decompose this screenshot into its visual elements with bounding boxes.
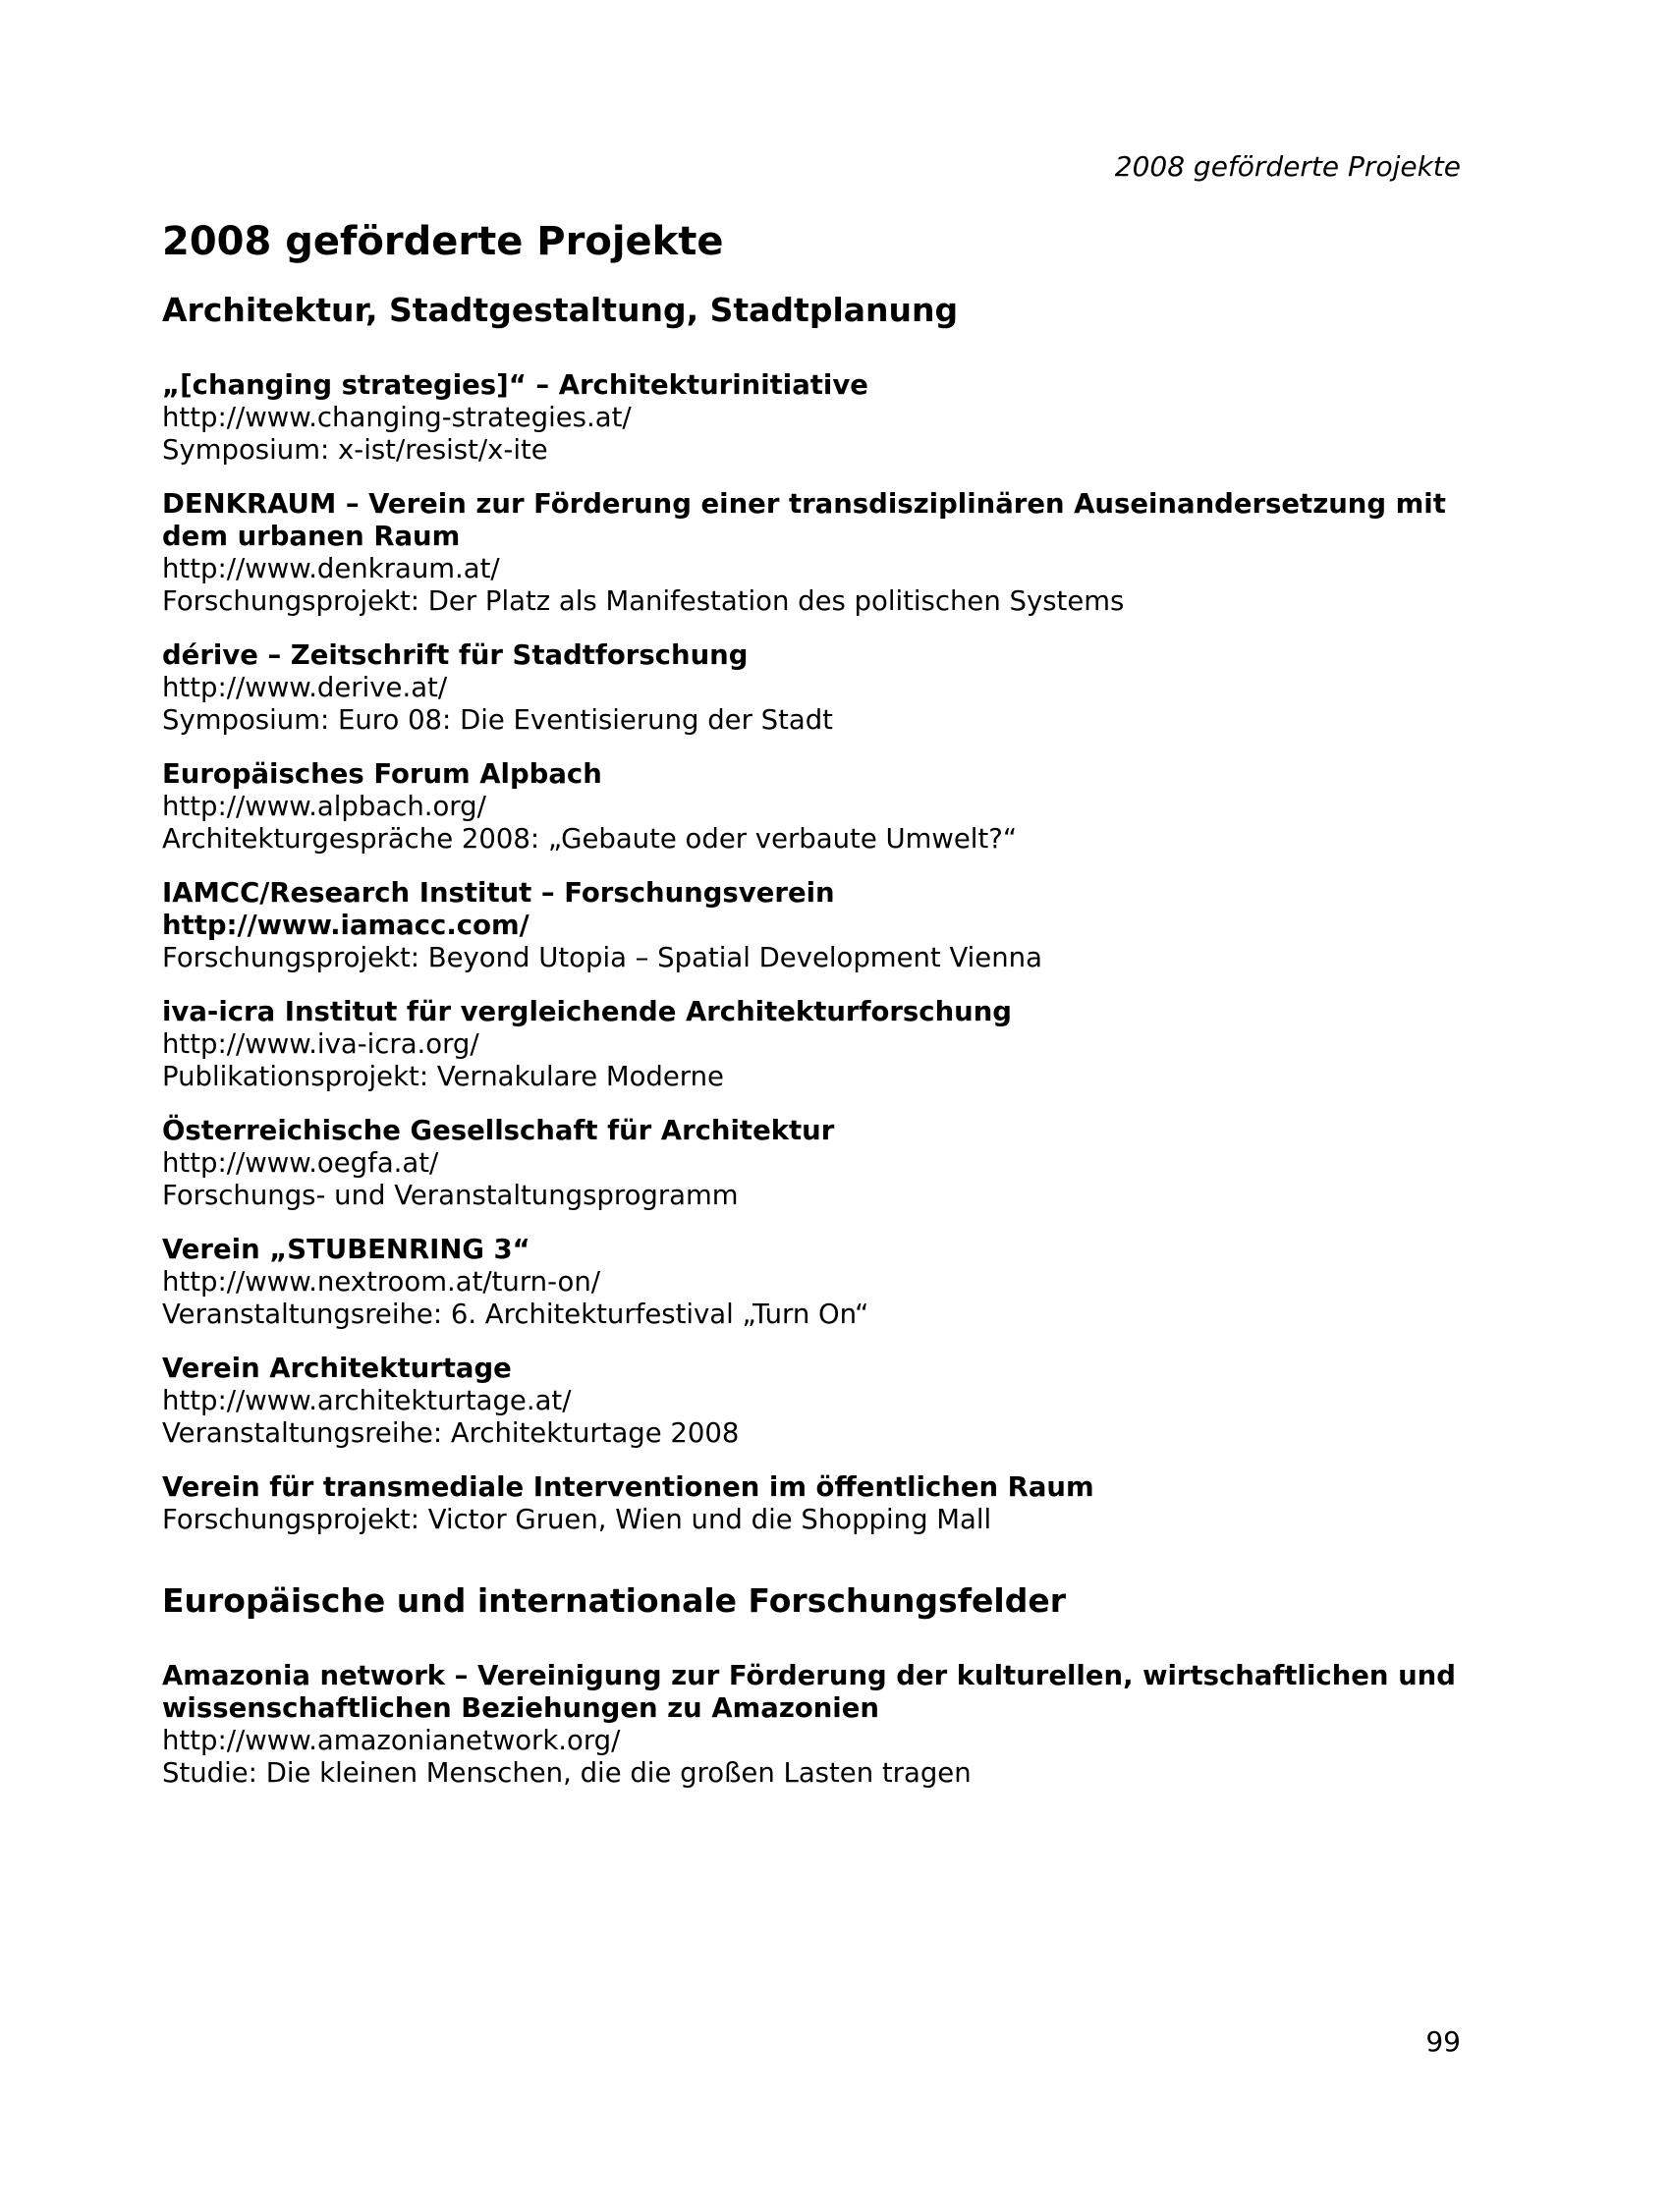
list-item xyxy=(162,639,1478,737)
entry-name: IAMCC/Research Institut – Forschungsverein xyxy=(162,877,835,909)
page-content xyxy=(162,216,1478,1811)
entry-project: Publikationsprojekt: Vernakulare Moderne xyxy=(162,1061,724,1092)
entry-list-international xyxy=(162,1660,1478,1790)
list-item xyxy=(162,996,1478,1093)
entry-url[interactable]: http://www.iamacc.com/ xyxy=(162,910,529,941)
entry-project: Veranstaltungsreihe: Architekturtage 2008 xyxy=(162,1417,740,1449)
page-number: 99 xyxy=(1425,2025,1461,2058)
entry-url[interactable]: http://www.nextroom.at/turn-on/ xyxy=(162,1266,601,1298)
list-item xyxy=(162,1471,1478,1536)
list-item xyxy=(162,877,1478,974)
entry-url[interactable]: http://www.oegfa.at/ xyxy=(162,1147,439,1179)
list-item xyxy=(162,758,1478,856)
entry-project: Forschungsprojekt: Der Platz als Manifestation des politischen Systems xyxy=(162,585,1125,617)
entry-project: Forschungsprojekt: Victor Gruen, Wien und die Shopping Mall xyxy=(162,1504,992,1535)
entry-url[interactable]: http://www.denkraum.at/ xyxy=(162,553,500,584)
entry-name: Österreichische Gesellschaft für Architektur xyxy=(162,1115,835,1146)
entry-project: Symposium: Euro 08: Die Eventisierung der Stadt xyxy=(162,704,833,736)
entry-project: Forschungsprojekt: Beyond Utopia – Spatial Development Vienna xyxy=(162,942,1042,973)
entry-name: Europäisches Forum Alpbach xyxy=(162,758,602,790)
entry-project: Studie: Die kleinen Menschen, die die großen Lasten tragen xyxy=(162,1757,972,1789)
list-item xyxy=(162,1660,1478,1790)
section-title-architektur: Architektur, Stadtgestaltung, Stadtplanung xyxy=(162,291,959,329)
list-item xyxy=(162,1234,1478,1331)
entry-url[interactable]: http://www.amazonianetwork.org/ xyxy=(162,1725,621,1756)
entry-list-architektur xyxy=(162,369,1478,1536)
entry-url[interactable]: http://www.derive.at/ xyxy=(162,672,448,703)
entry-project: Veranstaltungsreihe: 6. Architekturfestival „Turn On“ xyxy=(162,1299,869,1330)
entry-name: dérive – Zeitschrift für Stadtforschung xyxy=(162,639,749,671)
entry-url[interactable]: http://www.changing-strategies.at/ xyxy=(162,402,632,433)
list-item xyxy=(162,488,1478,618)
entry-name: DENKRAUM – Verein zur Förderung einer transdisziplinären Auseinandersetzung mit dem urbanen Raum xyxy=(162,488,1446,552)
page-title: 2008 geförderte Projekte xyxy=(162,219,724,264)
entry-url[interactable]: http://www.architekturtage.at/ xyxy=(162,1385,572,1416)
list-item xyxy=(162,369,1478,467)
entry-name: Amazonia network – Vereinigung zur Förderung der kulturellen, wirtschaftlichen und wissenschaftlichen Beziehungen zu Amazonien xyxy=(162,1660,1456,1724)
entry-project: Forschungs- und Veranstaltungsprogramm xyxy=(162,1180,739,1211)
section-title-international: Europäische und internationale Forschungsfelder xyxy=(162,1581,1066,1620)
entry-name: Verein für transmediale Interventionen im öffentlichen Raum xyxy=(162,1471,1094,1503)
entry-project: Architekturgespräche 2008: „Gebaute oder verbaute Umwelt?“ xyxy=(162,823,1018,855)
entry-project: Symposium: x-ist/resist/x-ite xyxy=(162,434,548,466)
list-item xyxy=(162,1353,1478,1450)
entry-url[interactable]: http://www.alpbach.org/ xyxy=(162,791,486,822)
list-item xyxy=(162,1115,1478,1212)
running-header: 2008 geförderte Projekte xyxy=(1114,150,1461,183)
entry-name: Verein „STUBENRING 3“ xyxy=(162,1234,530,1265)
entry-name: „[changing strategies]“ – Architekturinitiative xyxy=(162,369,868,401)
entry-url[interactable]: http://www.iva-icra.org/ xyxy=(162,1028,479,1060)
entry-name: iva-icra Institut für vergleichende Architekturforschung xyxy=(162,996,1012,1027)
entry-name: Verein Architekturtage xyxy=(162,1353,512,1384)
